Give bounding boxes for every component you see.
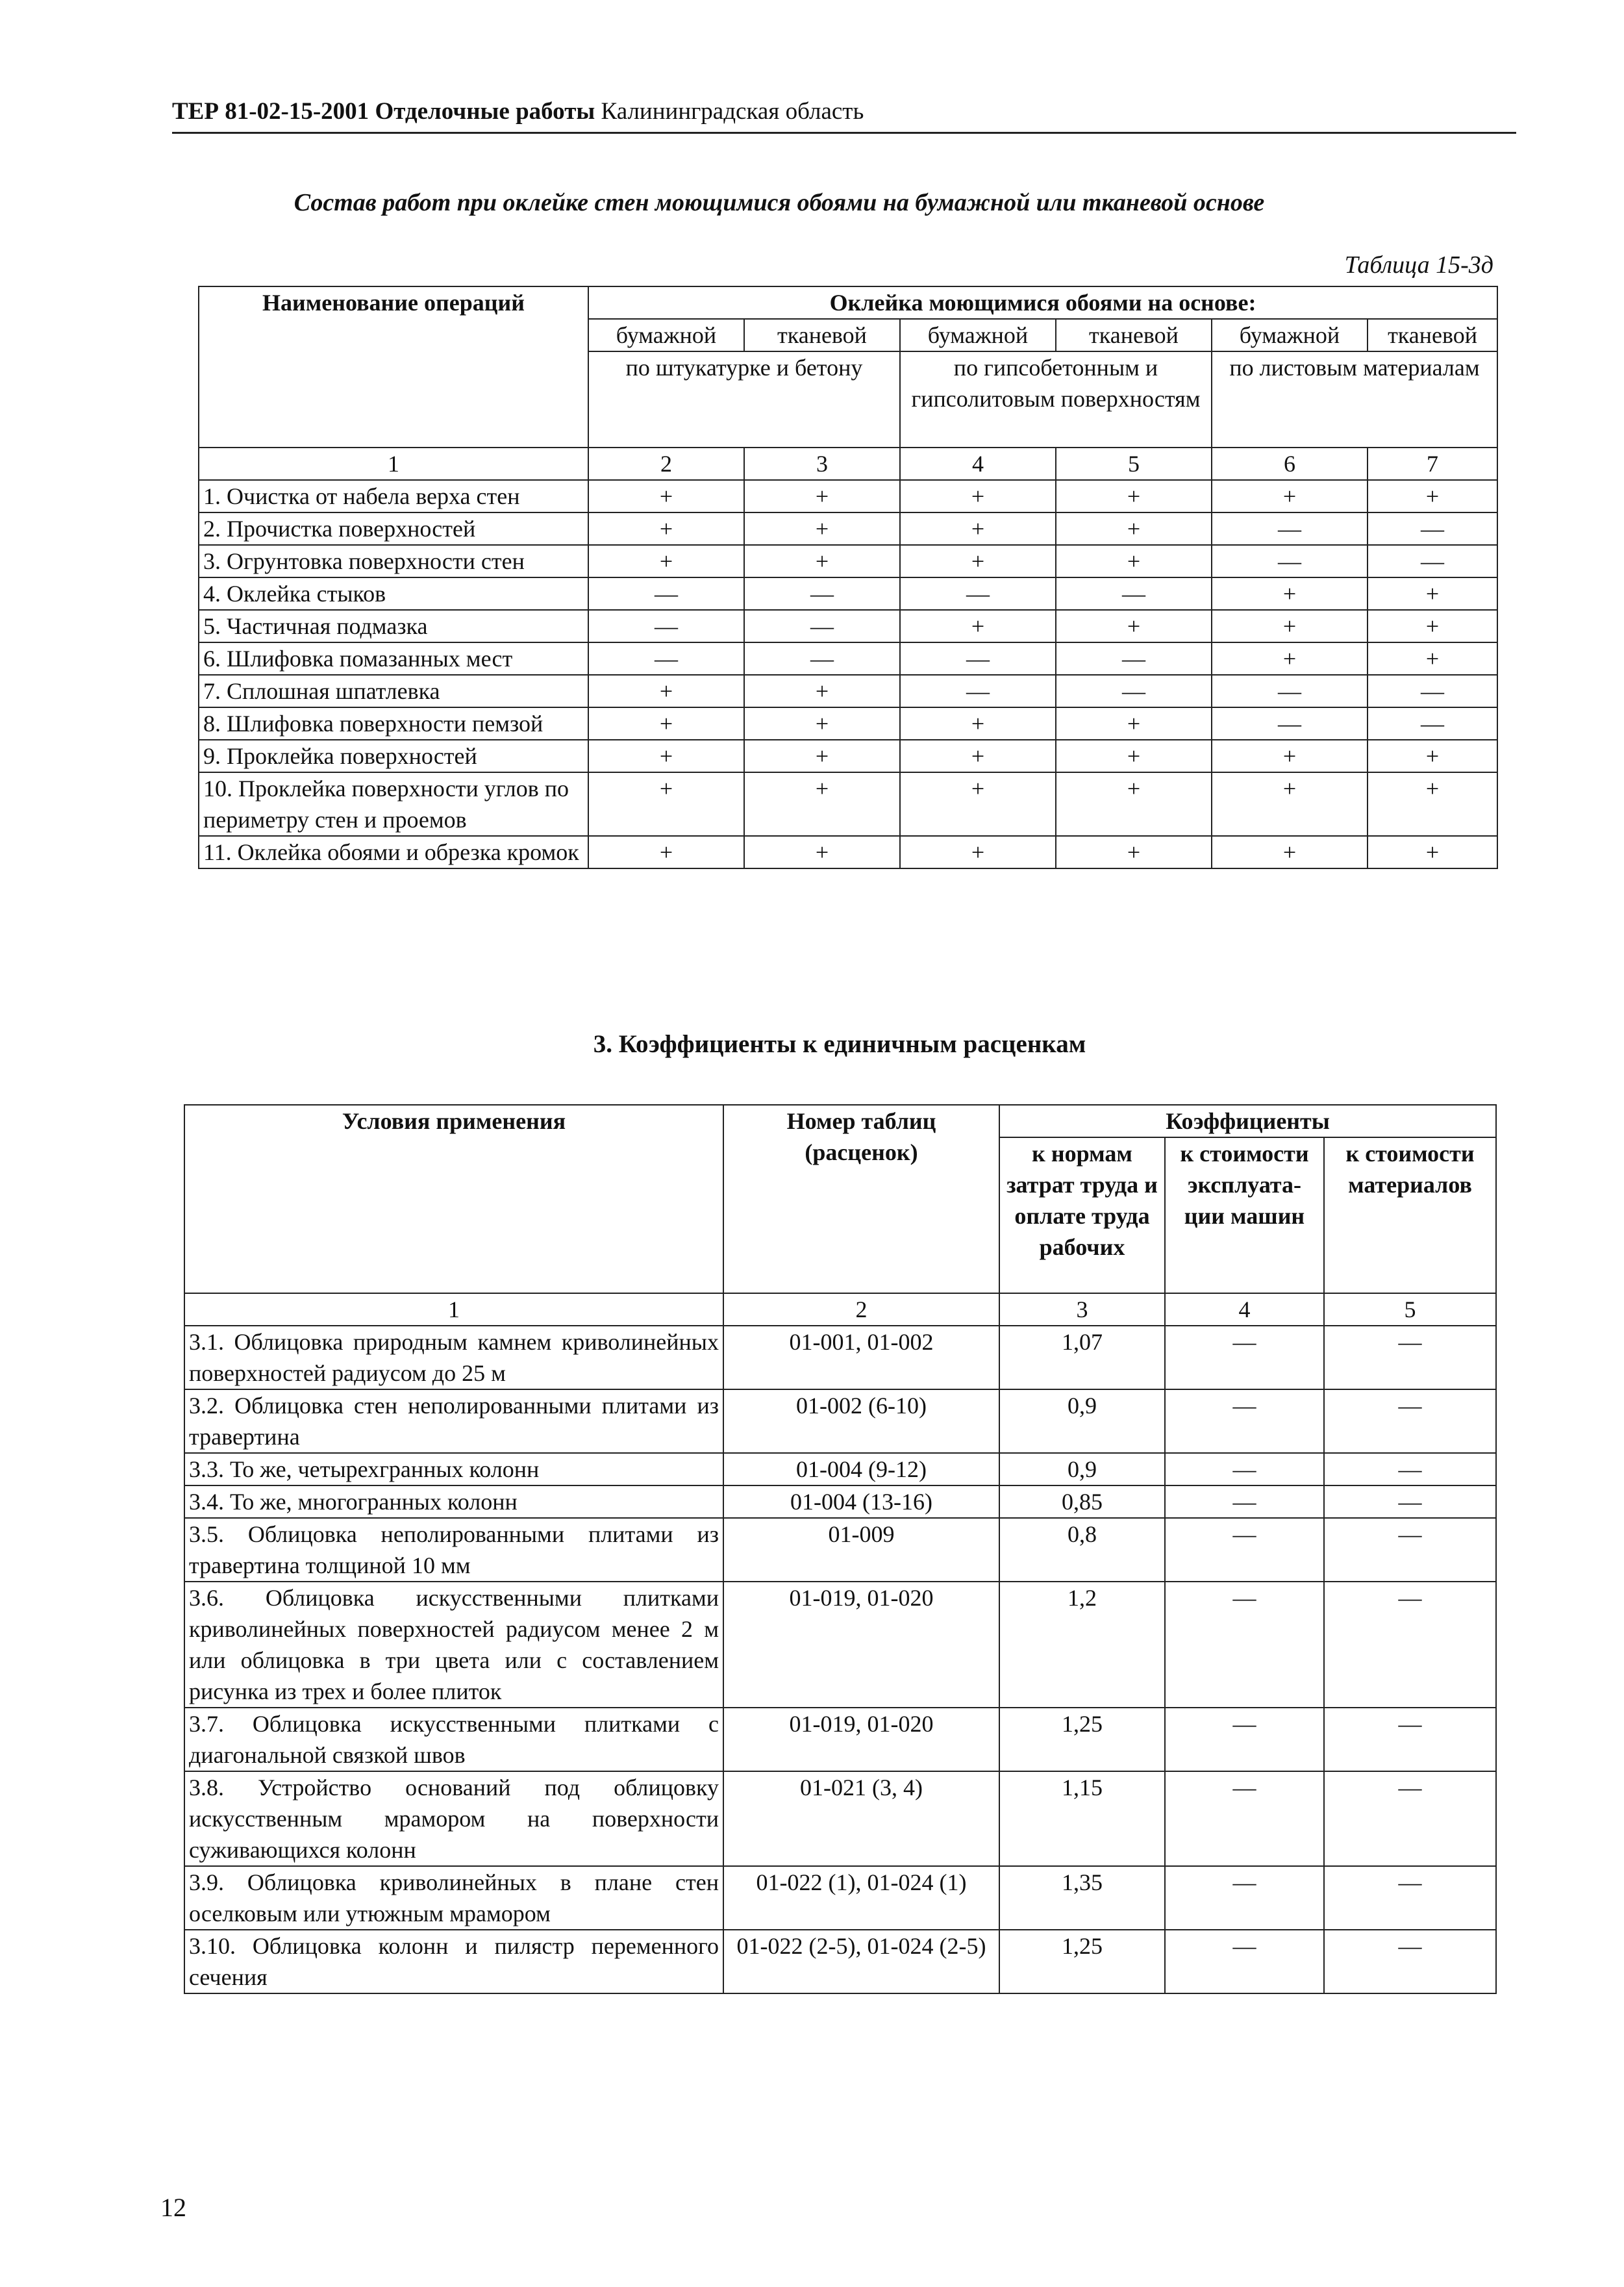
machine-coefficient: — [1165,1582,1324,1708]
operation-mark: + [744,772,900,836]
operation-mark: + [900,772,1056,836]
operation-name: 9. Проклейка поверхностей [199,740,588,772]
header-base: бумажной [900,319,1056,351]
table-number: 01-002 (6-10) [723,1389,999,1453]
operation-mark: + [744,675,900,707]
operation-mark: — [744,610,900,642]
operation-mark: + [1056,707,1212,740]
material-coefficient: — [1324,1485,1496,1518]
operation-mark: + [1056,740,1212,772]
operation-mark: + [1212,577,1368,610]
table-row [184,1771,1496,1866]
condition-text: 3.7. Облицовка искусственными плитками с диагональной связкой швов [184,1708,723,1771]
table-row [184,1708,1496,1771]
table-number: 01-022 (1), 01-024 (1) [723,1866,999,1930]
operation-mark: + [588,740,744,772]
condition-text: 3.4. То же, многогранных колонн [184,1485,723,1518]
operation-mark: + [1368,577,1497,610]
table-row [199,740,1497,772]
operation-mark: + [744,836,900,868]
table-row [199,836,1497,868]
operation-mark: + [1056,512,1212,545]
header-surface: по листовым материалам [1212,351,1497,448]
operation-mark: + [1056,480,1212,512]
table-row [184,1453,1496,1485]
operation-mark: + [744,545,900,577]
table-number: 01-019, 01-020 [723,1582,999,1708]
machine-coefficient: — [1165,1518,1324,1582]
condition-text: 3.6. Облицовка искусственными плитками криволинейных поверхностей радиусом менее 2 м или облицовка в три цвета или с составлением рисунка из трех и более плиток [184,1582,723,1708]
labor-coefficient: 0,85 [999,1485,1165,1518]
operation-name: 11. Оклейка обоями и обрезка кромок [199,836,588,868]
header-base: тканевой [1368,319,1497,351]
material-coefficient: — [1324,1326,1496,1389]
operation-mark: + [588,480,744,512]
table-number: 01-001, 01-002 [723,1326,999,1389]
labor-coefficient: 1,07 [999,1326,1165,1389]
operation-mark: — [900,675,1056,707]
table-row [199,772,1497,836]
operation-mark: — [1368,512,1497,545]
operation-mark: + [1368,740,1497,772]
operation-name: 3. Огрунтовка поверхности стен [199,545,588,577]
machine-coefficient: — [1165,1771,1324,1866]
operation-name: 4. Оклейка стыков [199,577,588,610]
operation-mark: + [588,707,744,740]
operation-mark: + [588,772,744,836]
operation-mark: + [744,707,900,740]
column-number: 7 [1368,448,1497,480]
table-row [199,642,1497,675]
header-wallpaper-group: Оклейка моющимися обоями на основе: [588,286,1497,319]
material-coefficient: — [1324,1453,1496,1485]
condition-text: 3.2. Облицовка стен неполированными плитами из травертина [184,1389,723,1453]
header-table-number: Номер таблиц (расценок) [723,1105,999,1293]
column-number: 1 [184,1293,723,1326]
operation-mark: — [1212,675,1368,707]
operation-name: 8. Шлифовка поверхности пемзой [199,707,588,740]
header-surface: по гипсобетонным и гипсолитовым поверхностям [900,351,1212,448]
operation-mark: + [1212,740,1368,772]
operation-mark: + [1056,772,1212,836]
table-number: 01-004 (9-12) [723,1453,999,1485]
operation-mark: + [1368,610,1497,642]
machine-coefficient: — [1165,1708,1324,1771]
column-number: 3 [744,448,900,480]
operation-mark: — [900,642,1056,675]
operation-mark: + [744,480,900,512]
operation-mark: + [1368,642,1497,675]
material-coefficient: — [1324,1866,1496,1930]
column-number: 2 [723,1293,999,1326]
operation-mark: — [588,642,744,675]
table-number: 01-004 (13-16) [723,1485,999,1518]
operation-mark: — [1368,545,1497,577]
table-row [184,1326,1496,1389]
labor-coefficient: 0,9 [999,1389,1165,1453]
column-number: 5 [1324,1293,1496,1326]
table-row [199,707,1497,740]
operation-mark: + [1056,836,1212,868]
table-row [199,512,1497,545]
header-material-coef: к стоимости материалов [1324,1137,1496,1293]
operation-mark: — [1056,642,1212,675]
operation-mark: — [1056,577,1212,610]
operation-name: 1. Очистка от набела верха стен [199,480,588,512]
column-number: 5 [1056,448,1212,480]
operation-mark: + [588,545,744,577]
operation-mark: — [1056,675,1212,707]
header-operation-name: Наименование операций [199,286,588,448]
material-coefficient: — [1324,1930,1496,1993]
operation-mark: — [588,610,744,642]
operation-name: 10. Проклейка поверхности углов по периметру стен и проемов [199,772,588,836]
material-coefficient: — [1324,1771,1496,1866]
operation-mark: + [1212,772,1368,836]
table-row [199,577,1497,610]
operation-mark: + [900,707,1056,740]
condition-text: 3.1. Облицовка природным камнем криволинейных поверхностей радиусом до 25 м [184,1326,723,1389]
header-labor-coef: к нормам затрат труда и оплате труда рабочих [999,1137,1165,1293]
column-number: 6 [1212,448,1368,480]
operation-mark: — [744,642,900,675]
column-number: 4 [1165,1293,1324,1326]
operation-mark: + [900,740,1056,772]
operation-mark: + [1368,480,1497,512]
header-base: бумажной [588,319,744,351]
operation-mark: — [1212,545,1368,577]
operation-mark: + [1212,836,1368,868]
table-number: 01-019, 01-020 [723,1708,999,1771]
operation-mark: + [588,836,744,868]
operation-mark: + [900,545,1056,577]
operation-mark: + [1368,772,1497,836]
operation-mark: — [1368,707,1497,740]
operation-mark: — [1212,512,1368,545]
operation-mark: + [1212,642,1368,675]
table-row [184,1518,1496,1582]
condition-text: 3.10. Облицовка колонн и пилястр переменного сечения [184,1930,723,1993]
operation-mark: + [1056,545,1212,577]
labor-coefficient: 1,35 [999,1866,1165,1930]
document-section: Отделочные работы [375,98,595,125]
operation-mark: — [1368,675,1497,707]
labor-coefficient: 1,25 [999,1930,1165,1993]
header-coefficients: Коэффициенты [999,1105,1496,1137]
labor-coefficient: 1,25 [999,1708,1165,1771]
page-number: 12 [160,2193,186,2222]
header-base: тканевой [1056,319,1212,351]
table-row [184,1582,1496,1708]
table-row [184,1485,1496,1518]
operation-mark: + [1056,610,1212,642]
material-coefficient: — [1324,1708,1496,1771]
table-row [184,1866,1496,1930]
operation-mark: + [588,512,744,545]
header-surface: по штукатурке и бетону [588,351,900,448]
header-machine-coef: к стоимости эксплуата-ции машин [1165,1137,1324,1293]
machine-coefficient: — [1165,1326,1324,1389]
header-base: бумажной [1212,319,1368,351]
table-row [199,480,1497,512]
table-row [184,1389,1496,1453]
table1-title: Состав работ при оклейке стен моющимися обоями на бумажной или тканевой основе [294,189,1265,216]
operation-mark: + [900,610,1056,642]
table1-number: Таблица 15-3д [1344,251,1493,279]
operation-mark: + [900,836,1056,868]
operation-mark: + [744,740,900,772]
document-region: Калининградская область [601,98,864,125]
labor-coefficient: 0,9 [999,1453,1165,1485]
operation-name: 7. Сплошная шпатлевка [199,675,588,707]
machine-coefficient: — [1165,1389,1324,1453]
coefficients-table [184,1104,1497,1994]
material-coefficient: — [1324,1518,1496,1582]
material-coefficient: — [1324,1582,1496,1708]
table-row [184,1930,1496,1993]
document-code: ТЕР 81-02-15-2001 [172,98,369,125]
condition-text: 3.5. Облицовка неполированными плитами из травертина толщиной 10 мм [184,1518,723,1582]
condition-text: 3.9. Облицовка криволинейных в плане стен оселковым или утюжным мрамором [184,1866,723,1930]
operation-mark: — [1212,707,1368,740]
column-number: 2 [588,448,744,480]
operation-mark: — [588,577,744,610]
column-number: 1 [199,448,588,480]
machine-coefficient: — [1165,1866,1324,1930]
running-header [172,97,1516,134]
column-number: 4 [900,448,1056,480]
condition-text: 3.3. То же, четырехгранных колонн [184,1453,723,1485]
operation-mark: — [744,577,900,610]
operation-mark: + [1368,836,1497,868]
operation-name: 2. Прочистка поверхностей [199,512,588,545]
operation-mark: + [1212,610,1368,642]
condition-text: 3.8. Устройство оснований под облицовку искусственным мрамором на поверхности суживающихся колонн [184,1771,723,1866]
labor-coefficient: 1,15 [999,1771,1165,1866]
operation-mark: + [1212,480,1368,512]
operation-mark: + [744,512,900,545]
operation-mark: + [588,675,744,707]
machine-coefficient: — [1165,1930,1324,1993]
table-number: 01-022 (2-5), 01-024 (2-5) [723,1930,999,1993]
operation-mark: + [900,480,1056,512]
header-conditions: Условия применения [184,1105,723,1293]
material-coefficient: — [1324,1389,1496,1453]
table-row [199,545,1497,577]
table2-title: 3. Коэффициенты к единичным расценкам [593,1030,1086,1058]
table-number: 01-021 (3, 4) [723,1771,999,1866]
table-row [199,610,1497,642]
header-base: тканевой [744,319,900,351]
operation-mark: — [900,577,1056,610]
work-composition-table [198,286,1498,869]
labor-coefficient: 1,2 [999,1582,1165,1708]
machine-coefficient: — [1165,1453,1324,1485]
operation-name: 6. Шлифовка помазанных мест [199,642,588,675]
labor-coefficient: 0,8 [999,1518,1165,1582]
table-row [199,675,1497,707]
table-number: 01-009 [723,1518,999,1582]
machine-coefficient: — [1165,1485,1324,1518]
column-number: 3 [999,1293,1165,1326]
operation-mark: + [900,512,1056,545]
operation-name: 5. Частичная подмазка [199,610,588,642]
